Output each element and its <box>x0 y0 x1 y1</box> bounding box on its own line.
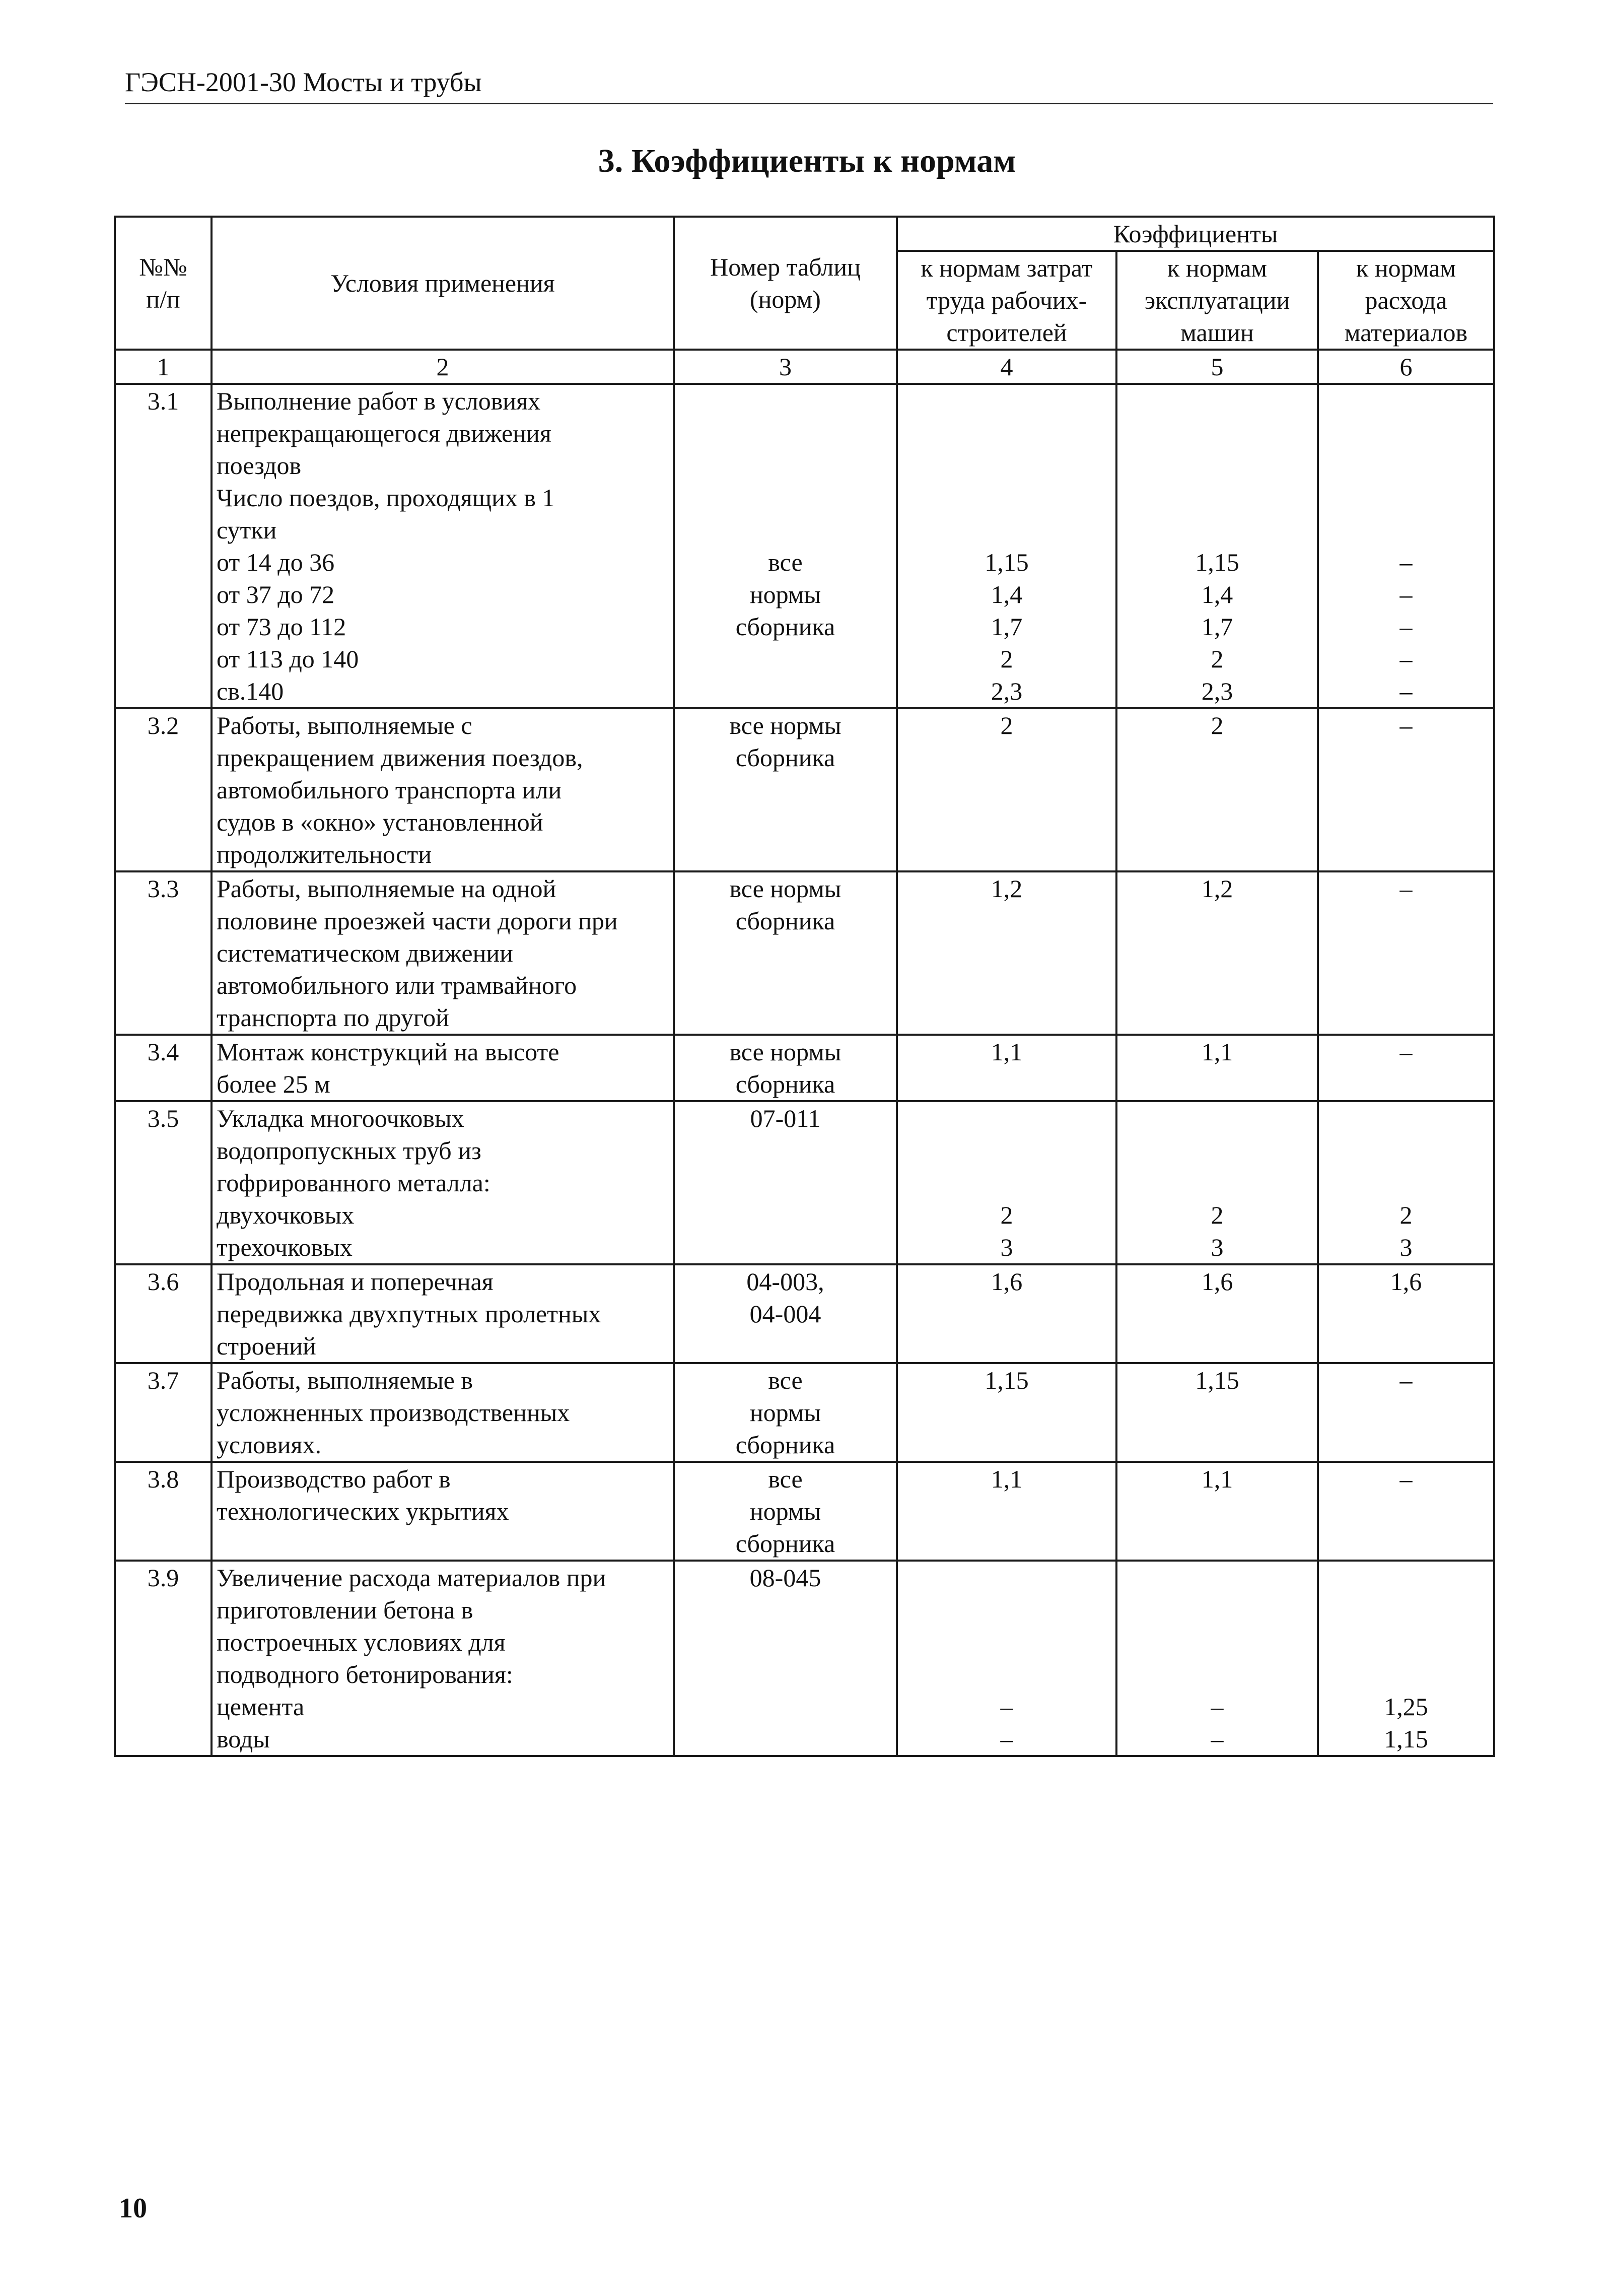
col-number: 1 <box>115 350 212 384</box>
materials-coef: – <box>1399 613 1413 641</box>
machines-coef: 1,15 <box>1195 548 1239 576</box>
machines-cell <box>1116 1561 1318 1756</box>
materials-coef <box>1323 385 1489 417</box>
materials-cell <box>1318 1264 1494 1363</box>
condition-line: Монтаж конструкций на высоте <box>217 1038 559 1066</box>
machines-coef: 1,6 <box>1201 1267 1233 1296</box>
condition-line: более 25 м <box>217 1070 330 1098</box>
materials-cell <box>1318 1462 1494 1561</box>
header-rule <box>125 103 1493 104</box>
col-number: 3 <box>674 350 897 384</box>
labor-coef <box>902 1562 1111 1594</box>
labor-cell <box>897 1035 1116 1101</box>
condition-line: условиях. <box>217 1431 322 1459</box>
condition-line: от 37 до 72 <box>217 580 335 609</box>
materials-coef: – <box>1399 580 1413 609</box>
machines-cell <box>1116 1035 1318 1101</box>
condition-line: сутки <box>217 516 277 544</box>
machines-coef <box>1121 449 1313 482</box>
row-number: 3.1 <box>115 384 212 708</box>
row-number: 3.7 <box>115 1363 212 1462</box>
materials-cell <box>1318 1561 1494 1756</box>
table-ref-line <box>679 514 892 546</box>
header-tables: Номер таблиц (норм) <box>674 217 897 350</box>
machines-coef: 1,4 <box>1201 580 1233 609</box>
column-numbers-row <box>115 350 1494 384</box>
labor-cell <box>897 708 1116 871</box>
labor-coef <box>902 1626 1111 1658</box>
materials-coef <box>1323 417 1489 449</box>
materials-coef: 1,25 <box>1384 1693 1428 1721</box>
table-ref-line <box>679 417 892 449</box>
labor-cell <box>897 384 1116 708</box>
coefficients-table <box>114 216 1495 1757</box>
section-title: 3. Коэффициенты к нормам <box>598 143 1016 179</box>
condition-line: автомобильного транспорта или <box>217 776 562 804</box>
materials-coef: 3 <box>1399 1233 1413 1261</box>
condition-line: продолжительности <box>217 840 432 868</box>
labor-coef: 1,15 <box>985 548 1029 576</box>
machines-coef: 2 <box>1211 1201 1224 1229</box>
condition-line: Работы, выполняемые с <box>217 711 472 739</box>
labor-coef: 2 <box>1000 711 1013 739</box>
machines-coef <box>1121 1102 1313 1134</box>
labor-coef <box>902 1167 1111 1199</box>
materials-coef: 1,15 <box>1384 1725 1428 1753</box>
condition-line: автомобильного или трамвайного <box>217 971 577 999</box>
table-row <box>115 384 1494 708</box>
materials-coef <box>1323 482 1489 514</box>
header-machines: к нормам эксплуатации машин <box>1116 251 1318 350</box>
machines-coef <box>1121 1658 1313 1691</box>
table-ref-line: все <box>768 1465 803 1493</box>
col-number: 2 <box>212 350 674 384</box>
condition-cell <box>212 384 674 708</box>
machines-cell <box>1116 1462 1318 1561</box>
condition-line: от 14 до 36 <box>217 548 335 576</box>
condition-line: Производство работ в <box>217 1465 451 1493</box>
labor-coef: 1,1 <box>991 1038 1023 1066</box>
table-ref-line: нормы <box>749 1398 821 1427</box>
table-row <box>115 1101 1494 1264</box>
running-header: ГЭСН-2001-30 Мосты и трубы <box>125 67 482 97</box>
machines-coef: 3 <box>1211 1233 1224 1261</box>
table-row <box>115 1462 1494 1561</box>
labor-coef: 1,1 <box>991 1465 1023 1493</box>
materials-coef <box>1323 449 1489 482</box>
condition-line: Число поездов, проходящих в 1 <box>217 484 555 512</box>
materials-coef <box>1323 1658 1489 1691</box>
materials-coef <box>1323 1134 1489 1167</box>
condition-line: непрекращающегося движения <box>217 419 551 447</box>
condition-line: построечных условиях для <box>217 1628 506 1656</box>
labor-coef: – <box>1000 1725 1013 1753</box>
machines-coef: 2 <box>1211 645 1224 673</box>
machines-coef <box>1121 1594 1313 1626</box>
table-row <box>115 1035 1494 1101</box>
col-number: 4 <box>897 350 1116 384</box>
condition-line: строений <box>217 1332 316 1360</box>
machines-cell <box>1116 384 1318 708</box>
labor-coef <box>902 1102 1111 1134</box>
col-number: 5 <box>1116 350 1318 384</box>
machines-coef <box>1121 417 1313 449</box>
labor-coef <box>902 1134 1111 1167</box>
condition-line: систематическом движении <box>217 939 513 967</box>
labor-cell <box>897 1462 1116 1561</box>
table-ref-cell <box>674 1101 897 1264</box>
condition-cell <box>212 1561 674 1756</box>
labor-coef: 2 <box>1000 645 1013 673</box>
machines-coef: – <box>1211 1693 1224 1721</box>
table-ref-cell <box>674 384 897 708</box>
row-number: 3.2 <box>115 708 212 871</box>
materials-coef: – <box>1399 677 1413 705</box>
machines-coef <box>1121 385 1313 417</box>
table-ref-line: сборника <box>735 613 835 641</box>
condition-line: прекращением движения поездов, <box>217 744 583 772</box>
table-row <box>115 871 1494 1035</box>
materials-coef <box>1323 1102 1489 1134</box>
condition-line: двухочковых <box>217 1201 355 1229</box>
labor-coef: 1,2 <box>991 874 1023 903</box>
condition-cell <box>212 1264 674 1363</box>
row-number: 3.4 <box>115 1035 212 1101</box>
table-ref-cell <box>674 871 897 1035</box>
materials-coef <box>1323 1562 1489 1594</box>
materials-coef: – <box>1399 711 1413 739</box>
labor-coef: 2 <box>1000 1201 1013 1229</box>
machines-coef <box>1121 482 1313 514</box>
table-ref-line <box>679 449 892 482</box>
machines-coef: 1,1 <box>1201 1465 1233 1493</box>
condition-line: половине проезжей части дороги при <box>217 907 618 935</box>
condition-line: Работы, выполняемые на одной <box>217 874 556 903</box>
table-ref-cell <box>674 1363 897 1462</box>
table-ref-cell <box>674 1462 897 1561</box>
condition-cell <box>212 708 674 871</box>
materials-coef: – <box>1399 645 1413 673</box>
materials-coef: – <box>1399 548 1413 576</box>
labor-coef <box>902 385 1111 417</box>
table-ref-line: нормы <box>749 580 821 609</box>
row-number: 3.8 <box>115 1462 212 1561</box>
condition-line: Продольная и поперечная <box>217 1267 494 1296</box>
table-ref-cell <box>674 1035 897 1101</box>
condition-line: Выполнение работ в условиях <box>217 387 541 415</box>
materials-coef: – <box>1399 1038 1413 1066</box>
machines-coef <box>1121 1167 1313 1199</box>
materials-cell <box>1318 708 1494 871</box>
col-number: 6 <box>1318 350 1494 384</box>
table-ref-line <box>679 643 892 675</box>
materials-coef <box>1323 1626 1489 1658</box>
condition-cell <box>212 1101 674 1264</box>
condition-line: судов в «окно» установленной <box>217 808 543 836</box>
materials-cell <box>1318 1363 1494 1462</box>
table-row <box>115 1264 1494 1363</box>
materials-coef: 2 <box>1399 1201 1413 1229</box>
labor-coef <box>902 449 1111 482</box>
machines-cell <box>1116 1363 1318 1462</box>
labor-coef: 1,6 <box>991 1267 1023 1296</box>
condition-line: Работы, выполняемые в <box>217 1366 473 1394</box>
table-row <box>115 1561 1494 1756</box>
machines-coef <box>1121 1134 1313 1167</box>
table-ref-line: 04-004 <box>749 1300 821 1328</box>
table-ref-cell <box>674 1561 897 1756</box>
labor-coef: – <box>1000 1693 1013 1721</box>
materials-cell <box>1318 1101 1494 1264</box>
header-materials: к нормам расхода материалов <box>1318 251 1494 350</box>
machines-coef: 1,1 <box>1201 1038 1233 1066</box>
row-number: 3.5 <box>115 1101 212 1264</box>
row-number: 3.6 <box>115 1264 212 1363</box>
row-number: 3.9 <box>115 1561 212 1756</box>
condition-line: подводного бетонирования: <box>217 1660 513 1689</box>
condition-line: технологических укрытиях <box>217 1497 509 1525</box>
table-ref-line: сборника <box>735 744 835 772</box>
materials-coef <box>1323 514 1489 546</box>
materials-coef <box>1323 1167 1489 1199</box>
condition-line: поездов <box>217 451 302 480</box>
condition-line: от 113 до 140 <box>217 645 359 673</box>
condition-line: трехочковых <box>217 1233 353 1261</box>
condition-line: св.140 <box>217 677 284 705</box>
condition-line: воды <box>217 1725 270 1753</box>
machines-coef <box>1121 1562 1313 1594</box>
table-ref-line <box>679 385 892 417</box>
condition-line: Увеличение расхода материалов при <box>217 1564 606 1592</box>
labor-cell <box>897 1101 1116 1264</box>
labor-coef: 1,15 <box>985 1366 1029 1394</box>
condition-cell <box>212 1462 674 1561</box>
materials-coef: – <box>1399 874 1413 903</box>
machines-coef: 1,7 <box>1201 613 1233 641</box>
machines-coef: – <box>1211 1725 1224 1753</box>
table-ref-line: 04-003, <box>746 1267 824 1296</box>
labor-coef <box>902 1658 1111 1691</box>
table-ref-line: все <box>768 548 803 576</box>
table-ref-cell <box>674 1264 897 1363</box>
condition-cell <box>212 1363 674 1462</box>
labor-cell <box>897 871 1116 1035</box>
materials-coef: – <box>1399 1465 1413 1493</box>
table-ref-line: сборника <box>735 1431 835 1459</box>
machines-cell <box>1116 1264 1318 1363</box>
row-number: 3.3 <box>115 871 212 1035</box>
table-ref-line: все нормы <box>729 1038 841 1066</box>
labor-coef <box>902 514 1111 546</box>
condition-line: транспорта по другой <box>217 1003 449 1032</box>
table-ref-line: сборника <box>735 1070 835 1098</box>
labor-coef: 1,4 <box>991 580 1023 609</box>
materials-cell <box>1318 871 1494 1035</box>
machines-coef <box>1121 514 1313 546</box>
labor-cell <box>897 1363 1116 1462</box>
materials-cell <box>1318 1035 1494 1101</box>
condition-line: гофрированного металла: <box>217 1169 490 1197</box>
table-ref-line: все нормы <box>729 874 841 903</box>
materials-coef: 1,6 <box>1390 1267 1422 1296</box>
labor-coef: 1,7 <box>991 613 1023 641</box>
table-row <box>115 1363 1494 1462</box>
condition-cell <box>212 1035 674 1101</box>
condition-line: от 73 до 112 <box>217 613 346 641</box>
table-ref-line: сборника <box>735 907 835 935</box>
table-ref-line: 07-011 <box>750 1104 821 1132</box>
labor-coef: 3 <box>1000 1233 1013 1261</box>
materials-cell <box>1318 384 1494 708</box>
machines-cell <box>1116 708 1318 871</box>
table-body <box>115 384 1494 1756</box>
materials-coef: – <box>1399 1366 1413 1394</box>
table-ref-line: сборника <box>735 1529 835 1558</box>
machines-coef: 2 <box>1211 711 1224 739</box>
header-coefficients: Коэффициенты <box>897 217 1494 251</box>
table-ref-line: все нормы <box>729 711 841 739</box>
header-conditions: Условия применения <box>212 217 674 350</box>
table-ref-line <box>679 675 892 707</box>
table-ref-line: нормы <box>749 1497 821 1525</box>
labor-coef: 2,3 <box>991 677 1023 705</box>
page-number: 10 <box>119 2193 147 2224</box>
machines-cell <box>1116 871 1318 1035</box>
condition-line: передвижка двухпутных пролетных <box>217 1300 601 1328</box>
table-ref-cell <box>674 708 897 871</box>
table-ref-line: 08-045 <box>749 1564 821 1592</box>
materials-coef <box>1323 1594 1489 1626</box>
condition-line: приготовлении бетона в <box>217 1596 473 1624</box>
labor-coef <box>902 417 1111 449</box>
machines-cell <box>1116 1101 1318 1264</box>
machines-coef: 1,15 <box>1195 1366 1239 1394</box>
condition-line: усложненных производственных <box>217 1398 570 1427</box>
header-num: №№ п/п <box>115 217 212 350</box>
table-ref-line <box>679 482 892 514</box>
header-labor: к нормам затрат труда рабочих- строителей <box>897 251 1116 350</box>
machines-coef <box>1121 1626 1313 1658</box>
labor-cell <box>897 1264 1116 1363</box>
labor-coef <box>902 482 1111 514</box>
condition-line: Укладка многоочковых <box>217 1104 464 1132</box>
table-row <box>115 708 1494 871</box>
table-ref-line: все <box>768 1366 803 1394</box>
condition-line: водопропускных труб из <box>217 1136 481 1165</box>
machines-coef: 2,3 <box>1201 677 1233 705</box>
labor-coef <box>902 1594 1111 1626</box>
labor-cell <box>897 1561 1116 1756</box>
condition-cell <box>212 871 674 1035</box>
condition-line: цемента <box>217 1693 305 1721</box>
machines-coef: 1,2 <box>1201 874 1233 903</box>
